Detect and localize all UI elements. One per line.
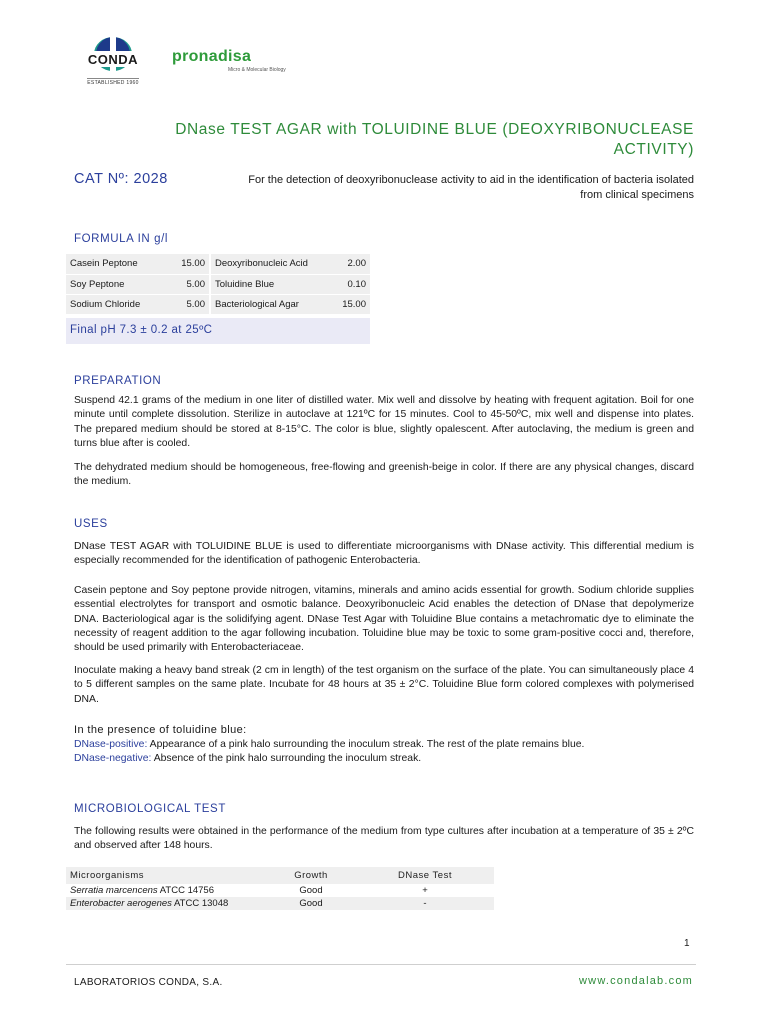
- organism-cell: [66, 897, 266, 910]
- table-row: [66, 897, 494, 910]
- document-title: DNase TEST AGAR with TOLUIDINE BLUE (DEOXYRIBONUCLEASE ACTIVITY): [175, 121, 694, 158]
- ingredient-amount: 15.00: [170, 254, 210, 274]
- ingredient-name: Toluidine Blue: [210, 274, 330, 294]
- page-header: [70, 34, 710, 94]
- ingredient-amount: 15.00: [330, 294, 370, 314]
- uses-heading: USES: [74, 518, 108, 530]
- ingredient-amount: 5.00: [170, 294, 210, 314]
- ingredient-amount: 2.00: [330, 254, 370, 274]
- dnase-cell: +: [422, 885, 428, 896]
- dnase-negative-line: [74, 752, 694, 766]
- ingredient-name: Bacteriological Agar: [210, 294, 330, 314]
- conda-logo: [70, 34, 156, 94]
- catalog-number: CAT Nº: 2028: [74, 171, 168, 187]
- formula-row: [66, 294, 370, 314]
- formula-row: [66, 254, 370, 274]
- dnase-positive-label: DNase-positive:: [74, 739, 148, 750]
- micro-test-paragraph: The following results were obtained in the performance of the medium from type cultures after incubation at a temperature of 35 ± 2ºC and observed after 148 hours.: [74, 826, 694, 852]
- micro-test-heading: MICROBIOLOGICAL TEST: [74, 803, 226, 815]
- formula-row: [66, 274, 370, 294]
- dnase-cell: -: [356, 897, 494, 910]
- catalog-description: For the detection of deoxyribonuclease activity to aid in the identification of bacteria isolated from clinical specimens: [248, 174, 694, 201]
- preparation-paragraph-2: The dehydrated medium should be homogeneous, free-flowing and greenish-beige in color. If there are any physical changes, discard the medium.: [74, 462, 694, 488]
- ingredient-name: Deoxyribonucleic Acid: [210, 254, 330, 274]
- pronadisa-logo: pronadisa: [172, 48, 252, 65]
- presence-heading: In the presence of toluidine blue:: [74, 724, 247, 736]
- growth-cell: Good: [266, 897, 356, 910]
- page-number: 1: [684, 938, 690, 949]
- micro-test-table: [66, 867, 494, 910]
- uses-paragraph-3: Inoculate making a heavy band streak (2 cm in length) of the test organism on the surface of the plate. You can simultaneously place 4 to 5 different samples on the same plate. Incubate for 48 hours at 35 ± 2°C. Toluidine Blue form colored complexes with polymerised DNA.: [74, 665, 694, 705]
- dnase-positive-text: Appearance of a pink halo surrounding the inoculum streak. The rest of the plate remains blue.: [147, 739, 585, 750]
- column-header: DNase Test: [356, 867, 494, 884]
- organism-name: Serratia marcencens: [70, 885, 158, 896]
- conda-wordmark: CONDA: [87, 52, 139, 67]
- ingredient-name: Casein Peptone: [66, 254, 170, 274]
- table-row: [66, 884, 494, 897]
- micro-test-header-row: [66, 867, 494, 884]
- uses-paragraph-2: Casein peptone and Soy peptone provide nitrogen, vitamins, minerals and amino acids essential for growth. Sodium chloride supplies essential electrolytes for transport and osmotic balance. Deoxyribonucleic Acid enables the detection of DNase that depolymerize DNA. Bacteriological agar is the solidifying agent. DNase Test Agar with Toluidine Blue contains a metachromatic dye to eliminate the necessity of reagent addition to the agar following incubation. Toluidine blue may be toxic to some gram-positive cocci and, therefore, should be used primarily with Enterobacteriaceae.: [74, 585, 694, 654]
- dnase-positive-line: [74, 738, 694, 752]
- column-header: Growth: [266, 867, 356, 884]
- ingredient-amount: 0.10: [330, 274, 370, 294]
- final-ph: Final pH 7.3 ± 0.2 at 25ºC: [66, 318, 370, 344]
- preparation-heading: PREPARATION: [74, 375, 162, 387]
- uses-paragraph-1: DNase TEST AGAR with TOLUIDINE BLUE is used to differentiate microorganisms with DNase activity. This differential medium is especially recommended for the identification of pathogenic Enterobacteria.: [74, 541, 694, 567]
- formula-heading: FORMULA IN g/l: [74, 233, 169, 245]
- organism-strain: ATCC 13048: [171, 898, 229, 909]
- dnase-negative-label: DNase-negative:: [74, 753, 152, 764]
- footer-divider: [66, 964, 696, 965]
- footer-website-link[interactable]: www.condalab.com: [579, 975, 693, 987]
- pronadisa-tagline: Micro & Molecular Biology: [228, 67, 286, 73]
- organism-strain: ATCC 14756: [157, 885, 214, 896]
- organism-name: Enterobacter aerogenes: [70, 898, 172, 909]
- ingredient-name: Soy Peptone: [66, 274, 170, 294]
- column-header: Microorganisms: [66, 867, 266, 884]
- ingredient-name: Sodium Chloride: [66, 294, 170, 314]
- growth-cell: Good: [299, 885, 323, 896]
- organism-cell: [66, 884, 266, 897]
- dnase-negative-text: Absence of the pink halo surrounding the inoculum streak.: [151, 753, 422, 764]
- ingredient-amount: 5.00: [170, 274, 210, 294]
- preparation-paragraph-1: Suspend 42.1 grams of the medium in one liter of distilled water. Mix well and dissolve by heating with frequent agitation. Boil for one minute until complete dissolution. Sterilize in autoclave at 121ºC for 15 minutes. Cool to 45-50ºC, mix well and dispense into plates. The prepared medium should be stored at 8-15°C. The color is blue, slightly opalescent. After autoclaving, the medium is green and turns blue after is cooled.: [74, 395, 694, 449]
- footer-company: LABORATORIOS CONDA, S.A.: [74, 977, 223, 988]
- conda-established: ESTABLISHED 1960: [87, 80, 139, 86]
- formula-table: [66, 254, 370, 315]
